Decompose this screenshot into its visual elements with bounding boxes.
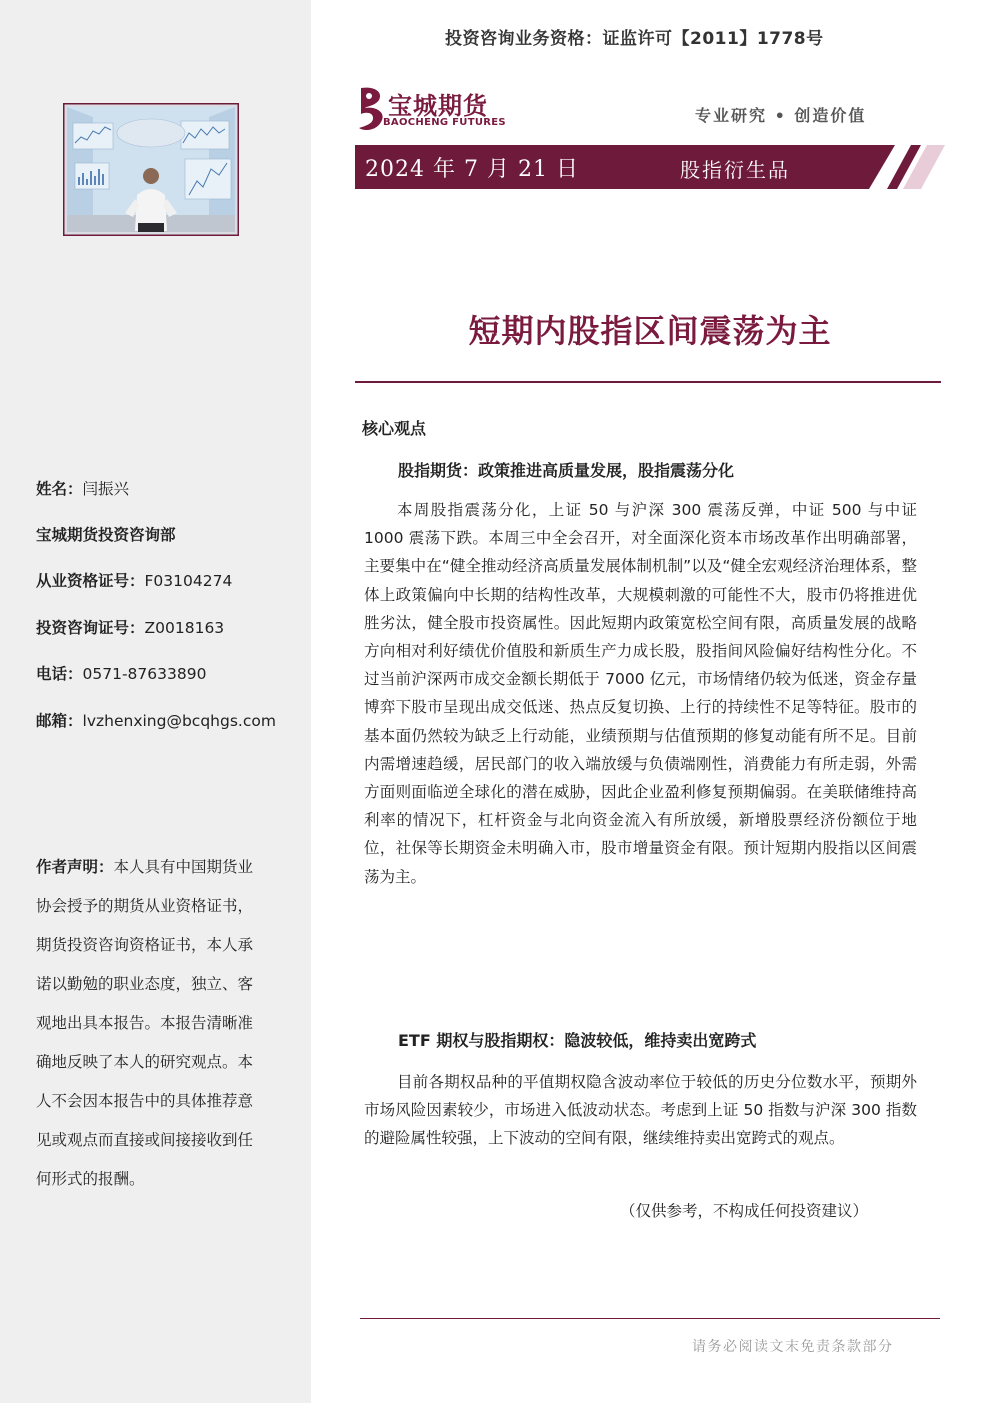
section-heading-options: ETF 期权与股指期权：隐波较低，维持卖出宽跨式 xyxy=(398,1031,757,1050)
report-date: 2024 年 7 月 21 日 xyxy=(365,157,579,182)
section-text-options: 目前各期权品种的平值期权隐含波动率位于较低的历史分位数水平，预期外市场风险因素较少，市场进入低波动状态。考虑到上证 50 指数与沪深 300 指数的避险属性较强，上下波动的空间有限，继续维持卖出宽跨式的观点。 xyxy=(364,1073,917,1148)
footer-disclaimer-notice: 请务必阅读文末免责条款部分 xyxy=(692,1339,894,1355)
phone-value: 0571-87633890 xyxy=(82,665,207,683)
department-name: 宝城期货投资咨询部 xyxy=(36,526,176,544)
license-label: 从业资格证号： xyxy=(36,572,145,590)
phone-label: 电话： xyxy=(36,665,83,683)
license-value: F03104274 xyxy=(144,572,233,590)
email-label: 邮箱： xyxy=(36,712,83,730)
analyst-photo xyxy=(63,103,239,236)
section-text-index-futures: 本周股指震荡分化，上证 50 与沪深 300 震荡反弹，中证 500 与中证 1000 震荡下跌。本周三中全会召开，对全面深化资本市场改革作出明确部署，主要集中在“健全推动经济高质量发展体制机制”以及“健全宏观经济治理体系，整体上政策偏向中长期的结构性改革，大规模刺激的可能性不大，股市仍将推进优胜劣汰，健全股市投资属性。因此短期内政策宽松空间有限，高质量发展的战略方向相对利好绩优价值股和新质生产力成长股，股指间风险偏好结构性分化。不过当前沪深两市成交金额长期低于 7000 亿元，市场情绪仍较为低迷，资金存量博弈下股市呈现出成交低迷、热点反复切换、上行的持续性不足等特征。股市的基本面仍然较为缺乏上行动能，业绩预期与估值预期的修复动能有所不足。目前内需增速趋缓，居民部门的收入端放缓与负债端刚性，消费能力有所走弱，外需方面则面临逆全球化的潜在威胁，因此企业盈利修复预期偏弱。在美联储维持高利率的情况下，杠杆资金与北向资金流入有所放缓，新增股票经济份额位于地位，社保等长期资金未明确入市，股市增量资金有限。预计短期内股指以区间震荡为主。 xyxy=(364,501,917,886)
slogan: 专业研究 • 创造价值 xyxy=(695,106,867,125)
department-row xyxy=(36,523,176,545)
logo-en-text: BAOCHENG FUTURES xyxy=(383,117,506,128)
qualification-line: 投资咨询业务资格：证监许可【2011】1778号 xyxy=(445,29,824,49)
sidebar xyxy=(0,0,311,1403)
email-row xyxy=(36,709,276,731)
license-row xyxy=(36,569,232,591)
author-name-value: 闫振兴 xyxy=(82,480,130,498)
report-title: 短期内股指区间震荡为主 xyxy=(468,312,832,350)
consult-license-label: 投资咨询证号： xyxy=(36,619,145,637)
phone-row xyxy=(36,662,206,684)
author-name-label: 姓名： xyxy=(36,480,83,498)
core-view-heading: 核心观点 xyxy=(362,419,427,438)
disclaimer-label: 作者声明： xyxy=(36,858,114,876)
consult-license-value: Z0018163 xyxy=(144,619,225,637)
section-heading-index-futures: 股指期货：政策推进高质量发展，股指震荡分化 xyxy=(398,461,735,480)
title-divider xyxy=(355,381,941,383)
author-disclaimer xyxy=(36,848,268,1199)
disclaimer-text: 本人具有中国期货业协会授予的期货从业资格证书，期货投资咨询资格证书，本人承诺以勤勉的职业态度，独立、客观地出具本报告。本报告清晰准确地反映了本人的研究观点。本人不会因本报告中的具体推荐意见或观点而直接或间接接收到任何形式的报酬。 xyxy=(36,858,254,1188)
report-category: 股指衍生品 xyxy=(680,158,790,182)
email-value[interactable]: lvzhenxing@bcqhgs.com xyxy=(82,712,276,730)
reference-note: （仅供参考，不构成任何投资建议） xyxy=(620,1202,869,1220)
author-name-row xyxy=(36,477,129,499)
consult-license-row xyxy=(36,616,224,638)
logo-cn-text: 宝城期货 xyxy=(388,91,488,120)
footer-divider xyxy=(360,1318,940,1319)
